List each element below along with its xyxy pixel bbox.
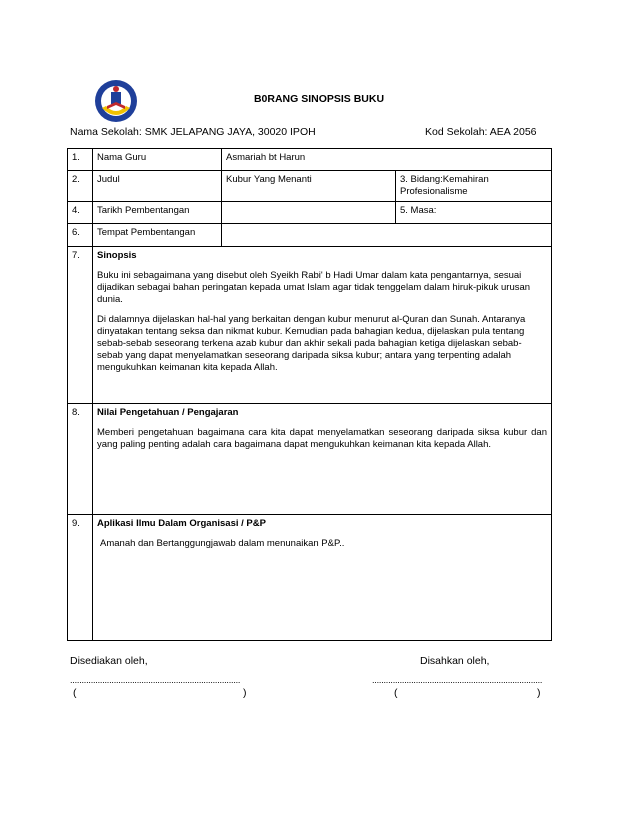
paren-open: ( bbox=[394, 687, 398, 699]
row-nama-guru bbox=[68, 149, 552, 171]
row-number: 9. bbox=[68, 515, 93, 641]
value-paragraph: Memberi pengetahuan bagaimana cara kita dapat menyelamatkan seseorang daripada siksa kubur dan yang paling penting adalah cara bagaimana dapat mengukuhkan keimanan kita kepada Allah. bbox=[97, 427, 547, 450]
row-number: 2. bbox=[68, 171, 93, 202]
field-value: Asmariah bt Harun bbox=[222, 149, 552, 171]
section-heading: Aplikasi Ilmu Dalam Organisasi / P&P bbox=[97, 518, 266, 529]
field-label: Judul bbox=[93, 171, 222, 202]
synopsis-paragraph: Buku ini sebagaimana yang disebut oleh Syeikh Rabi' b Hadi Umar dalam kata pengantarnya, sesuai dijadikan sebagai bahan peringatan kepada umat Islam agar tidak tenggelam dalam hiruk-pikuk urusan dunia. bbox=[97, 270, 531, 305]
row-sinopsis bbox=[68, 247, 552, 404]
prepared-signature-line bbox=[70, 675, 250, 703]
row-number: 4. bbox=[68, 202, 93, 224]
row-tarikh bbox=[68, 202, 552, 224]
school-name: Nama Sekolah: SMK JELAPANG JAYA, 30020 IPOH bbox=[70, 126, 316, 138]
section-heading: Nilai Pengetahuan / Pengajaran bbox=[97, 407, 239, 418]
field-label: Nama Guru bbox=[93, 149, 222, 171]
field-value bbox=[222, 224, 552, 247]
application-paragraph: Amanah dan Bertanggungjawab dalam menunaikan P&P.. bbox=[100, 538, 345, 549]
row-tempat bbox=[68, 224, 552, 247]
row-number: 6. bbox=[68, 224, 93, 247]
school-code: Kod Sekolah: AEA 2056 bbox=[425, 126, 537, 138]
signature-dots: .......................................................................... bbox=[70, 675, 241, 685]
paren-open: ( bbox=[73, 687, 77, 699]
synopsis-paragraph: Di dalamnya dijelaskan hal-hal yang berkaitan dengan kubur menurut al-Quran dan Sunah. Antaranya dinyatakan tentang seksa dan nikmat kubur. Kemudian pada bahagian kedua, dijelaskan pula tentang sebab-sebab seseorang terkena azab kubur dan akhir sekali pada bahagian ketiga dijelaskan sebab-sebab yang dapat menyelamatkan seseorang daripada siksa kubur; antara yang terpenting adalah mengukuhkan keimanan kita kepada Allah. bbox=[97, 314, 526, 373]
row-number: 8. bbox=[68, 404, 93, 515]
approved-signature-line bbox=[372, 675, 552, 703]
row-number: 1. bbox=[68, 149, 93, 171]
row-nilai bbox=[68, 404, 552, 515]
row-judul bbox=[68, 171, 552, 202]
row-aplikasi bbox=[68, 515, 552, 641]
field-value: Kubur Yang Menanti bbox=[222, 171, 396, 202]
field-bidang: 3. Bidang:Kemahiran Profesionalisme bbox=[396, 171, 552, 202]
field-masa: 5. Masa: bbox=[396, 202, 552, 224]
synopsis-form-table bbox=[67, 148, 552, 641]
field-value bbox=[222, 202, 396, 224]
prepared-by-label: Disediakan oleh, bbox=[70, 655, 148, 667]
paren-close: ) bbox=[537, 687, 541, 699]
form-title: B0RANG SINOPSIS BUKU bbox=[253, 93, 385, 105]
section-heading: Sinopsis bbox=[97, 250, 137, 261]
signature-dots: .......................................................................... bbox=[372, 675, 543, 685]
field-label: Tarikh Pembentangan bbox=[93, 202, 222, 224]
row-number: 7. bbox=[68, 247, 93, 404]
field-label: Tempat Pembentangan bbox=[93, 224, 222, 247]
paren-close: ) bbox=[243, 687, 247, 699]
approved-by-label: Disahkan oleh, bbox=[420, 655, 490, 667]
